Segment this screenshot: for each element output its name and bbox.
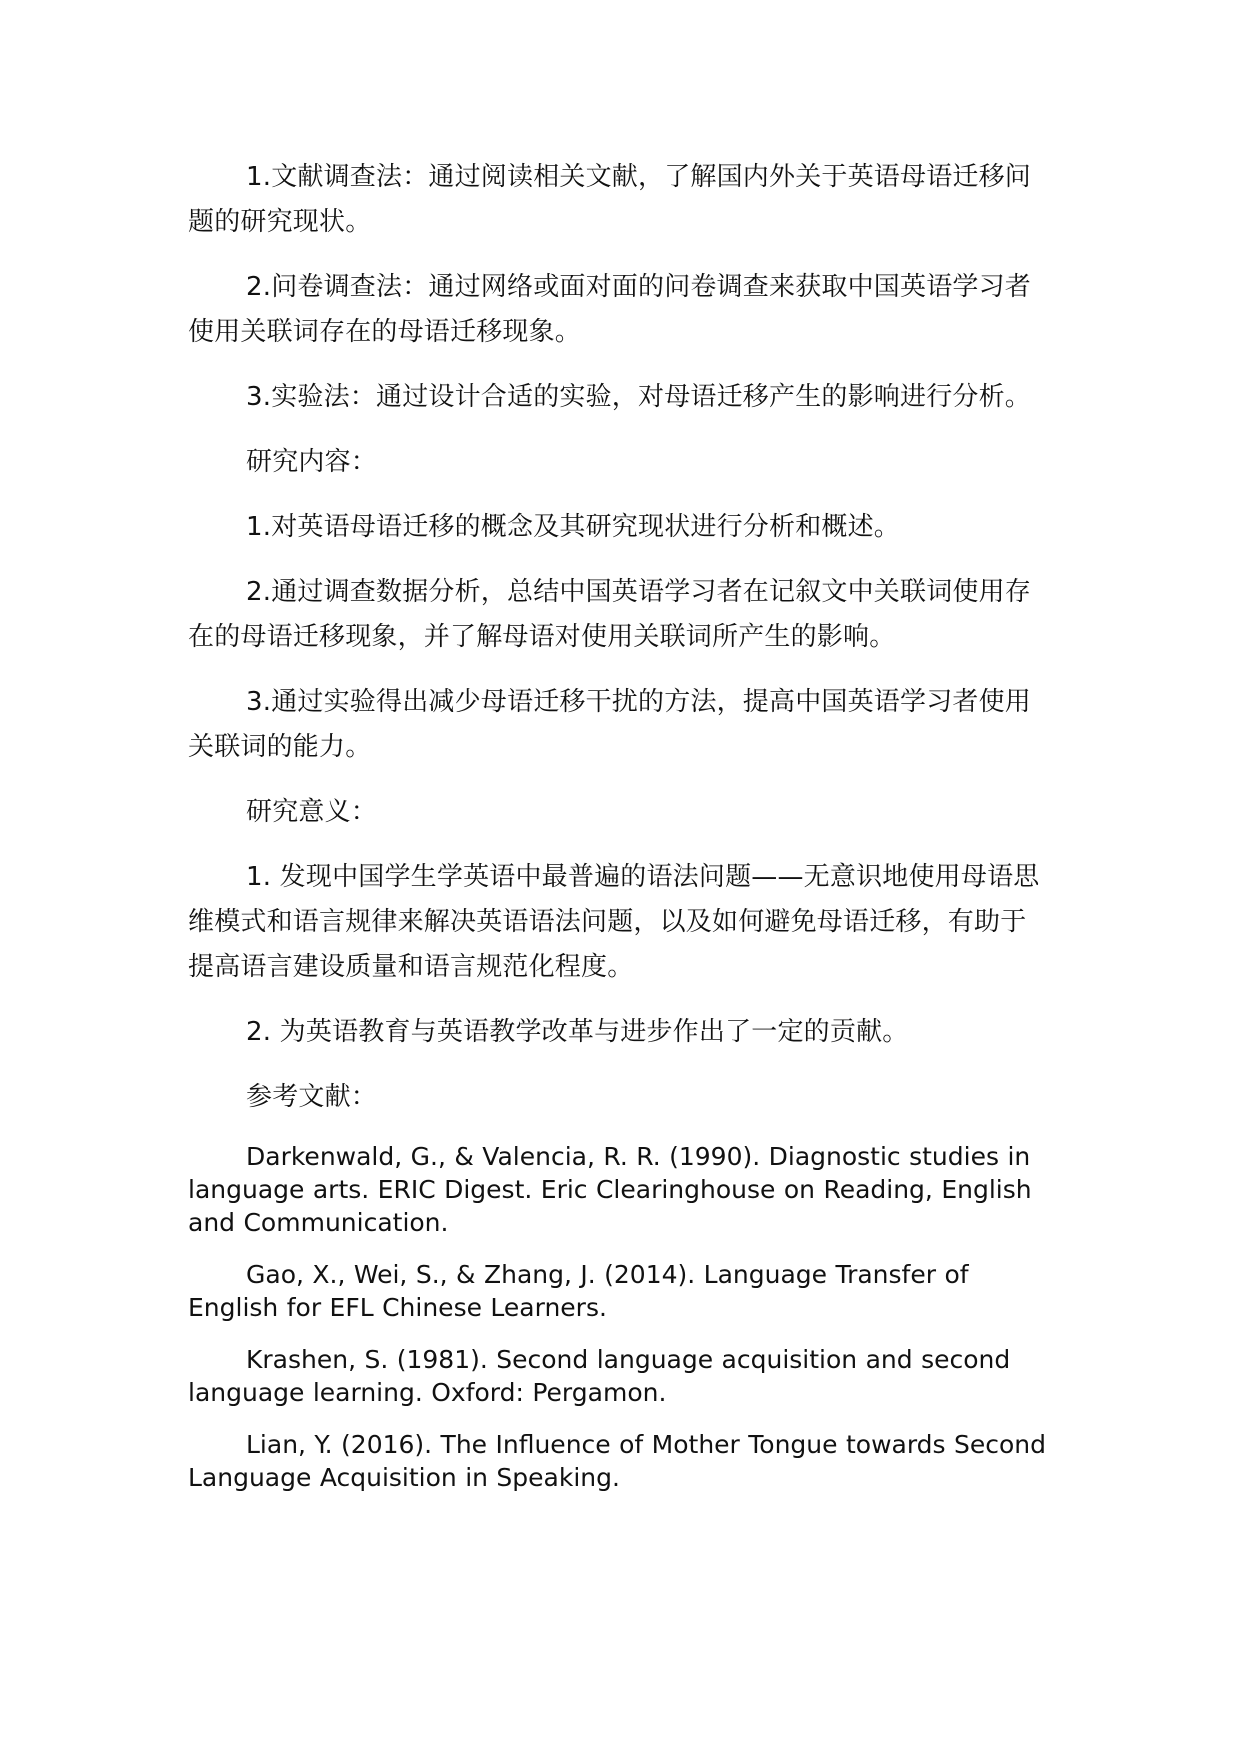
research-significance-item-2: 2. 为英语教育与英语教学改革与进步作出了一定的贡献。 — [246, 1017, 909, 1047]
research-content-item-2: 2.通过调查数据分析，总结中国英语学习者在记叙文中关联词使用存在的母语迁移现象，并了解母语对使用关联词所产生的影响。 — [188, 577, 1032, 652]
research-content-heading: 研究内容： — [246, 447, 378, 477]
method-item-3: 3.实验法：通过设计合适的实验，对母语迁移产生的影响进行分析。 — [246, 382, 1032, 412]
references-heading: 参考文献： — [246, 1082, 378, 1112]
research-content-item-3: 3.通过实验得出减少母语迁移干扰的方法，提高中国英语学习者使用关联词的能力。 — [188, 687, 1032, 762]
research-significance-item-1: 1. 发现中国学生学英语中最普遍的语法问题——无意识地使用母语思维模式和语言规律来解决英语语法问题，以及如何避免母语迁移，有助于提高语言建设质量和语言规范化程度。 — [188, 862, 1040, 982]
reference-item-1: Darkenwald, G., & Valencia, R. R. (1990). Diagnostic studies in language arts. ERIC Digest. Eric Clearinghouse on Reading, English and Communication. — [188, 1142, 1032, 1237]
reference-item-2: Gao, X., Wei, S., & Zhang, J. (2014). Language Transfer of English for EFL Chinese Learners. — [188, 1260, 969, 1322]
method-item-2: 2.问卷调查法：通过网络或面对面的问卷调查来获取中国英语学习者使用关联词存在的母语迁移现象。 — [188, 272, 1032, 347]
method-item-1: 1.文献调查法：通过阅读相关文献，了解国内外关于英语母语迁移问题的研究现状。 — [188, 162, 1032, 237]
research-significance-heading: 研究意义： — [246, 797, 378, 827]
reference-item-3: Krashen, S. (1981). Second language acquisition and second language learning. Oxford: Pergamon. — [188, 1345, 1011, 1407]
reference-item-4: Lian, Y. (2016). The Influence of Mother Tongue towards Second Language Acquisition in Speaking. — [188, 1430, 1047, 1492]
research-content-item-1: 1.对英语母语迁移的概念及其研究现状进行分析和概述。 — [246, 512, 901, 542]
document-content — [188, 155, 1048, 1494]
